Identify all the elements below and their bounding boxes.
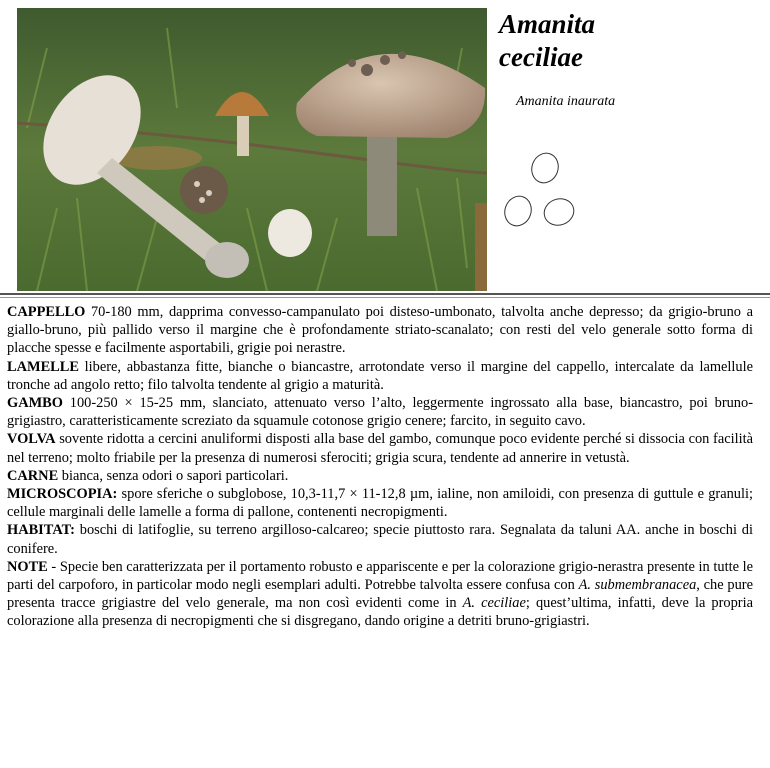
note-body: ; quest’ultima, infatti, deve la propria colorazione alla presenza di necropigmenti che si disgregano, dando origine a detriti bruno-grigiastri. (7, 595, 753, 630)
section-cappello (7, 303, 753, 358)
section-label: NOTE (7, 558, 48, 575)
section-label: CAPPELLO (7, 304, 86, 320)
section-body: sovente ridotta a cercini anuliformi disposti alla base del gambo, comunque poco evidente perché si dissocia con facilità nel terreno; molto friabile per la presenza di numerosi sferociti; grigia scura, tendente ad annerire in vetustà. (7, 431, 753, 466)
section-label: MICROSCOPIA: (7, 486, 118, 503)
note-body: , che pure presenta tracce grigiastre del velo generale, ma non così evidenti come in (7, 577, 753, 612)
description-text (7, 303, 753, 631)
note-species-ref: A. submembranacea (578, 577, 697, 594)
section-body: 70-180 mm, dapprima convesso-campanulato poi disteso-umbonato, talvolta anche depresso; da grigio-bruno a giallo-bruno, più pallido verso il margine che è profondamente striato-scanalato; con resti del velo generale sotto forma di placche spesse e facilmente asportabili, grigie poi nerastre. (7, 304, 753, 357)
note-body: - Specie ben caratterizzata per il portamento robusto e appariscente e per la colorazione grigio-nerastra presente in tutte le parti del carpoforo, in particolar modo negli esemplari adulti. Potrebbe talvolta essere confusa con (7, 558, 753, 594)
section-body: spore sferiche o subglobose, 10,3-11,7 × 11-12,8 µm, ialine, non amiloidi, con presenza di guttule e granuli; cellule marginali delle lamelle a forma di pallone, contenenti necropigmenti. (7, 486, 753, 521)
divider-line (0, 293, 770, 295)
section-note (7, 558, 753, 631)
section-body: bianca, senza odori o sapori particolari. (58, 467, 289, 484)
section-habitat (7, 521, 753, 557)
section-gambo (7, 394, 753, 430)
section-volva (7, 430, 753, 466)
section-body: 100-250 × 15-25 mm, slanciato, attenuato verso l’alto, leggermente ingrossato alla base, biancastro, poi bruno-grigiastro, caratteristicamente screziato da squamule cotonose grigio cenere; farcito, in seguito cavo. (7, 395, 753, 430)
section-label: VOLVA (7, 431, 56, 448)
section-lamelle (7, 358, 753, 394)
section-body: boschi di latifoglie, su terreno argilloso-calcareo; specie piuttosto rara. Segnalata da taluni AA. anche in boschi di conifere. (7, 522, 753, 557)
section-label: CARNE (7, 467, 59, 484)
section-label: HABITAT: (7, 522, 75, 539)
note-species-ref: A. ceciliae (462, 595, 526, 612)
divider-line-thin (0, 297, 770, 298)
mushroom-photo (17, 8, 487, 291)
section-microscopia (7, 485, 753, 521)
section-body: libere, abbastanza fitte, bianche o biancastre, arrotondate verso il margine del cappello, intercalate da lamellule tronche ad angolo retto; filo talvolta tendente al grigio a maturità. (7, 358, 753, 393)
title-genus: Amanita (499, 9, 596, 39)
title-epithet: ceciliae (499, 42, 583, 72)
section-label: LAMELLE (7, 358, 79, 375)
synonym-name: Amanita inaurata (516, 94, 616, 109)
section-carne (7, 467, 753, 485)
spores-drawing (500, 148, 590, 238)
section-label: GAMBO (7, 395, 63, 412)
species-title (499, 8, 595, 74)
